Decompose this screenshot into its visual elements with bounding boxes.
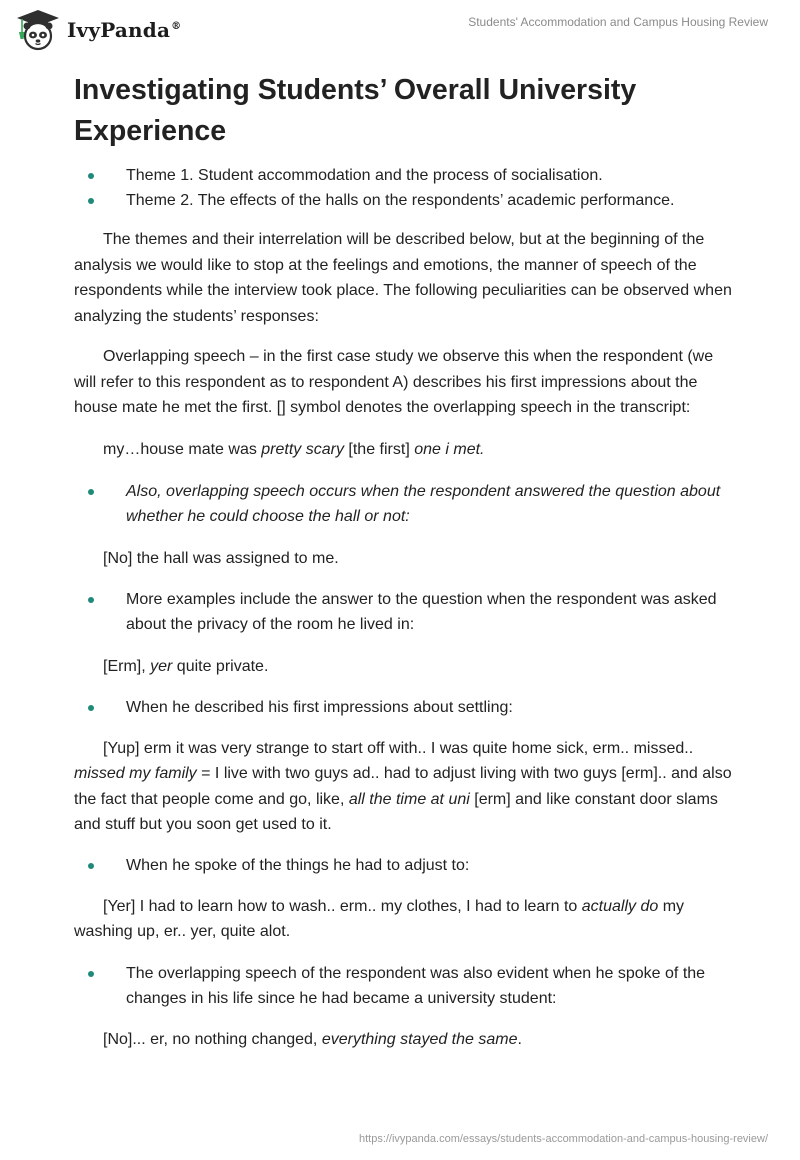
bullet-icon: [88, 198, 94, 204]
bullet-icon: [88, 173, 94, 179]
bullet-list: [74, 587, 734, 637]
bullet-list: [74, 695, 734, 720]
paragraph: The themes and their interrelation will be described below, but at the beginning of the analysis we would like to stop at the feelings and emotions, the manner of speech of the respondents while the interview took place. The following peculiarities can be observed when analyzing the students’ responses:: [74, 231, 732, 325]
transcript-quote: [No] the hall was assigned to me.: [103, 549, 339, 567]
list-item: Theme 1. Student accommodation and the process of socialisation.: [74, 163, 734, 188]
bullet-icon: [88, 489, 94, 495]
list-item: More examples include the answer to the question when the respondent was asked about the privacy of the room he lived in:: [74, 587, 734, 637]
transcript-quote: [Yup] erm it was very strange to start off with.. I was quite home sick, erm.. missed.. missed my family = I live with two guys ad.. had to adjust living with two guys [erm].. and also the fact that people come and go, like, all the time at uni [erm] and like constant door slams and stuff but you soon get used to it.: [74, 739, 732, 833]
bullet-list: [74, 479, 734, 529]
bullet-icon: [88, 597, 94, 603]
list-item: When he spoke of the things he had to adjust to:: [74, 853, 734, 878]
paragraph: Overlapping speech – in the first case study we observe this when the respondent (we will refer to this respondent as to respondent A) describes his first impressions about the house mate he met the first. [] symbol denotes the overlapping speech in the transcript:: [74, 348, 714, 416]
list-item: The overlapping speech of the respondent was also evident when he spoke of the changes in his life since he had became a university student:: [74, 961, 734, 1011]
bullet-list: [74, 961, 734, 1011]
transcript-quote: [Erm], yer quite private.: [103, 657, 269, 675]
brand-name: IvyPanda®: [67, 18, 182, 42]
panda-graduate-icon: [15, 8, 61, 52]
bullet-icon: [88, 971, 94, 977]
transcript-quote: [Yer] I had to learn how to wash.. erm.. my clothes, I had to learn to actually do my washing up, er.. yer, quite alot.: [74, 897, 685, 940]
transcript-quote: my…house mate was pretty scary [the first] one i met.: [103, 440, 485, 458]
brand-logo[interactable]: [15, 8, 181, 52]
bullet-icon: [88, 863, 94, 869]
article-body: [74, 70, 734, 1052]
list-item: Also, overlapping speech occurs when the respondent answered the question about whether he could choose the hall or not:: [74, 479, 734, 529]
document-title: Students' Accommodation and Campus Housing Review: [468, 15, 768, 29]
source-url[interactable]: https://ivypanda.com/essays/students-accommodation-and-campus-housing-review/: [358, 1133, 768, 1145]
bullet-icon: [88, 705, 94, 711]
transcript-quote: [No]... er, no nothing changed, everything stayed the same.: [103, 1030, 522, 1048]
themes-list: [74, 163, 734, 213]
page-header: [0, 0, 800, 60]
list-item: Theme 2. The effects of the halls on the respondents’ academic performance.: [74, 188, 734, 213]
list-item: When he described his first impressions about settling:: [74, 695, 734, 720]
article-heading: Investigating Students’ Overall University Experience: [74, 74, 637, 147]
bullet-list: [74, 853, 734, 878]
